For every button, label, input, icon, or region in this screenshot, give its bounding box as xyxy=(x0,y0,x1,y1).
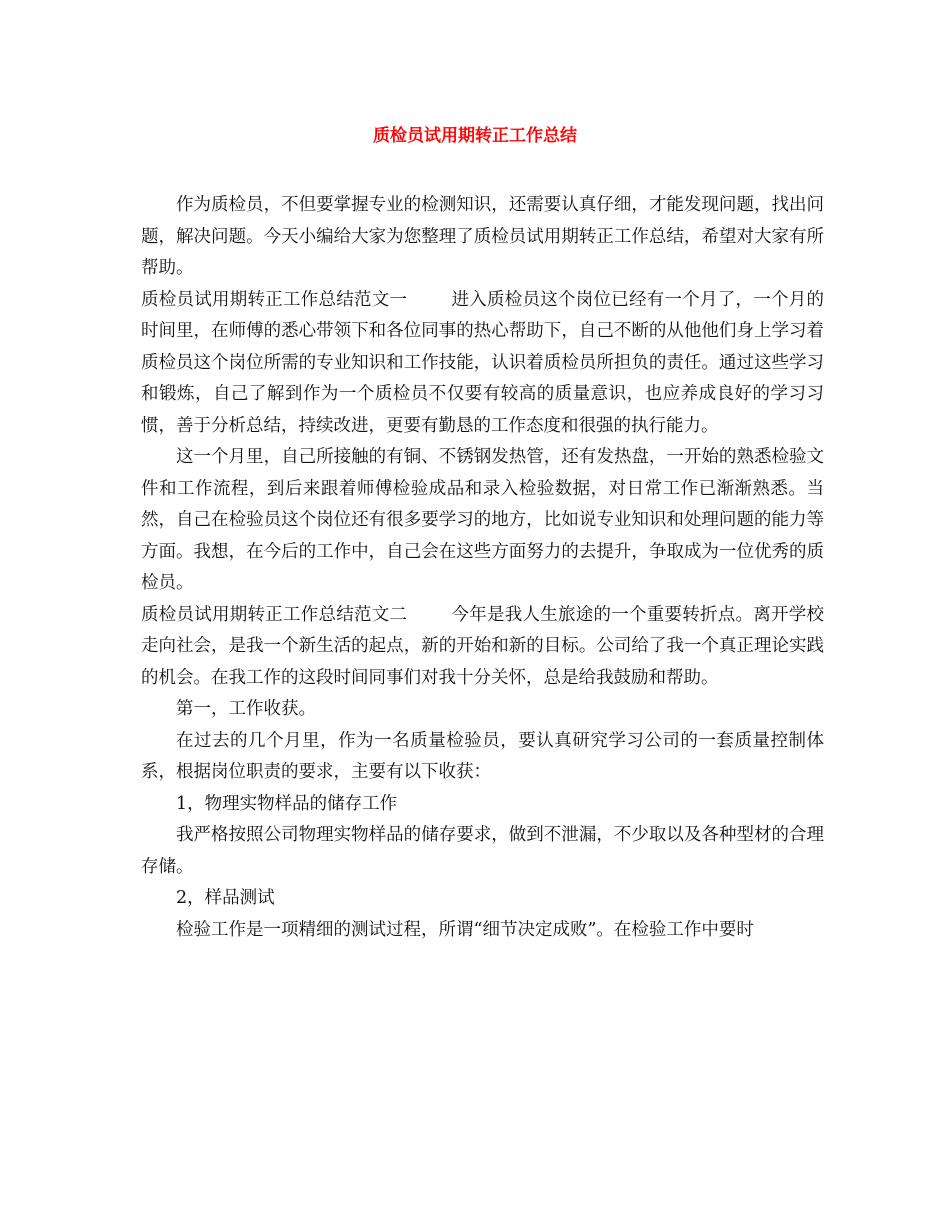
section2-paragraph xyxy=(141,600,824,695)
item2-title: 2，样品测试 xyxy=(176,888,275,908)
intro-paragraph: 作为质检员，不但要掌握专业的检测知识，还需要认真仔细，才能发现问题，找出问题，解决问题。今天小编给大家为您整理了质检员试用期转正工作总结，希望对大家有所帮助。 xyxy=(141,195,824,278)
section1-heading: 质检员试用期转正工作总结范文一 xyxy=(141,289,408,310)
item1-title: 1，物理实物样品的储存工作 xyxy=(176,793,398,814)
document-title: 质检员试用期转正工作总结 xyxy=(373,126,577,146)
section1-paragraph-2: 这一个月里，自己所接触的有铜、不锈钢发热管，还有发热盘，一开始的熟悉检验文件和工作流程，到后来跟着师傅检验成品和录入检验数据，对日常工作已渐渐熟悉。当然，自己在检验员这个岗位还有很多要学习的地方，比如说专业知识和处理问题的能力等方面。我想，在今后的工作中，自己会在这些方面努力的去提升，争取成为一位优秀的质检员。 xyxy=(141,447,824,593)
section1-paragraph xyxy=(141,285,824,443)
document-body xyxy=(141,190,824,946)
section2-heading: 质检员试用期转正工作总结范文二 xyxy=(141,604,408,625)
section1-lead-text: 进入质检员这个岗位已经有一个月了，一个月的时间里，在师傅的悉心带领下和各位同事的热心帮助下，自己不断的从他他们身上学习着质检员这个岗位所需的专业知识和工作技能，认识着质检员所担负的责任。通过这些学习和锻炼，自己了解到作为一个质检员不仅要有较高的质量意识，也应养成良好的学习习惯，善于分析总结，持续改进，更要有勤恳的工作态度和很强的执行能力。 xyxy=(141,289,824,436)
item2-text: 检验工作是一项精细的测试过程，所谓“细节决定成败”。在检验工作中要时 xyxy=(176,919,754,940)
first-point-heading: 第一，工作收获。 xyxy=(176,699,316,719)
section2-lead-text: 今年是我人生旅途的一个重要转折点。离开学校走向社会，是我一个新生活的起点，新的开始和新的目标。公司给了我一个真正理论实践的机会。在我工作的这段时间同事们对我十分关怀，总是给我鼓励和帮助。 xyxy=(141,604,824,688)
item1-text: 我严格按照公司物理实物样品的储存要求，做到不泄漏，不少取以及各种型材的合理存储。 xyxy=(141,825,824,877)
harvest-intro-paragraph: 在过去的几个月里，作为一名质量检验员，要认真研究学习公司的一套质量控制体系，根据岗位职责的要求，主要有以下收获： xyxy=(141,730,824,782)
